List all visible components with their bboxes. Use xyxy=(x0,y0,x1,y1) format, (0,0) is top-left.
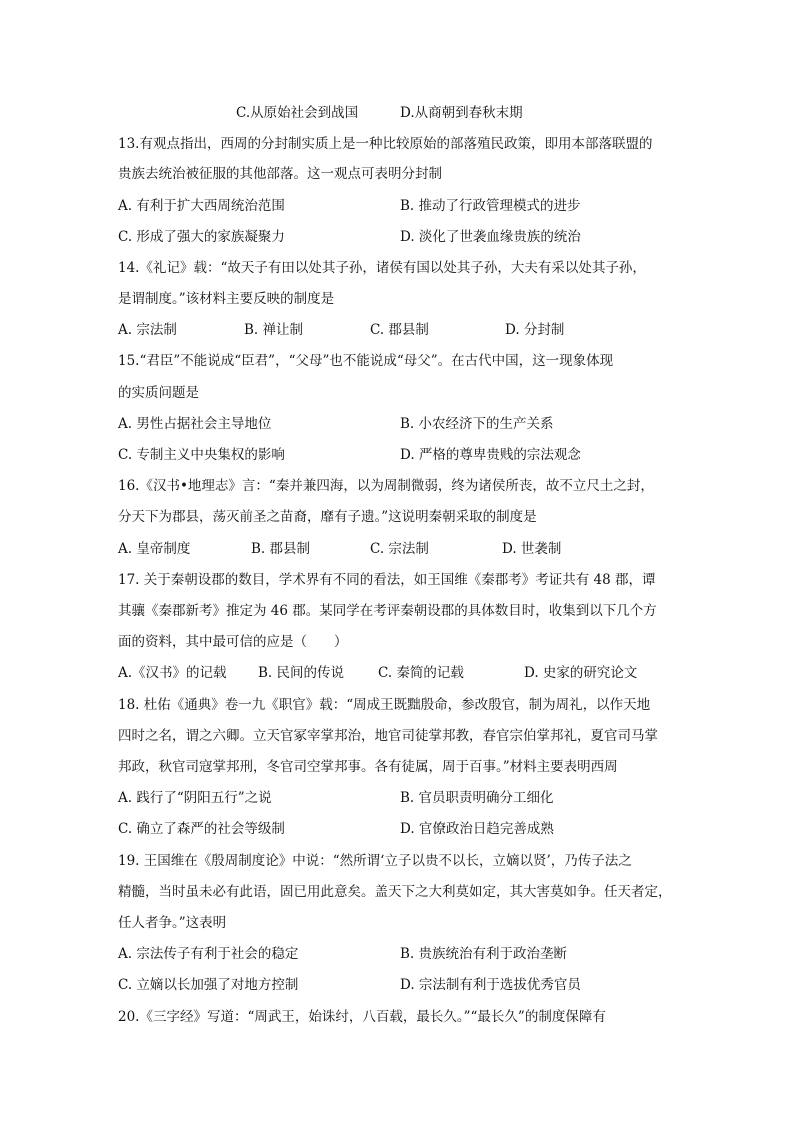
option-d: D. 严格的尊卑贵贱的宗法观念 xyxy=(400,447,581,463)
option-c: C.从原始社会到战国 xyxy=(236,105,359,121)
question-17-text: 17. 关于秦朝设郡的数目，学术界有不同的看法，如王国维《秦郡考》考证共有 48 郡，谭 xyxy=(118,572,656,588)
question-18-text: 18. 杜佑《通典》卷一九《职官》载：“周成王既黜殷命，参改殷官，制为周礼，以作天地 xyxy=(118,697,651,713)
option-a: A. 有利于扩大西周统治范围 xyxy=(118,198,285,214)
question-14-text: 是谓制度。”该材料主要反映的制度是 xyxy=(118,291,335,307)
question-14-text: 14.《礼记》载：“故天子有田以处其子孙，诸侯有国以处其子孙，大夫有采以处其子孙， xyxy=(118,260,646,276)
option-a: A. 宗法制 xyxy=(118,322,177,338)
option-c: C. 形成了强大的家族凝聚力 xyxy=(118,229,285,245)
option-d: D. 分封制 xyxy=(505,322,565,338)
option-c: C. 秦简的记载 xyxy=(378,665,464,681)
question-15-text: 15.“君臣”不能说成“臣君”，“父母”也不能说成“母父”。在古代中国，这一现象体现 xyxy=(118,353,614,369)
question-19-text: 19. 王国维在《殷周制度论》中说：“然所谓‘立子以贵不以长，立嫡以贤’，乃传子法之 xyxy=(118,853,632,869)
option-c: C. 立嫡以长加强了对地方控制 xyxy=(118,977,299,993)
question-19-text: 任人者争。”这表明 xyxy=(118,915,227,931)
question-16-text: 16.《汉书•地理志》言：“秦并兼四海，以为周制微弱，终为诸侯所丧，故不立尺土之封， xyxy=(118,478,654,494)
option-b: B. 民间的传说 xyxy=(258,665,345,681)
option-a: A.《汉书》的记载 xyxy=(118,665,227,681)
question-13-text: 贵族去统治被征服的其他部落。这一观点可表明分封制 xyxy=(118,166,442,182)
option-b: B. 官员职责明确分工细化 xyxy=(400,790,554,806)
option-a: A. 皇帝制度 xyxy=(118,541,191,557)
option-d: D. 淡化了世袭血缘贵族的统治 xyxy=(400,229,581,245)
question-13-text: 13.有观点指出，西周的分封制实质上是一种比较原始的部落殖民政策，即用本部落联盟的 xyxy=(118,136,653,152)
option-d: D. 世袭制 xyxy=(502,541,562,557)
question-18-text: 邦政，秋官司寇掌邦刑，冬官司空掌邦事。各有徒属，周于百事。”材料主要表明西周 xyxy=(118,759,618,775)
option-b: B. 禅让制 xyxy=(244,322,304,338)
option-b: B. 郡县制 xyxy=(251,541,311,557)
question-19-text: 精髓，当时虽未必有此语，固已用此意矣。盖天下之大利莫如定，其大害莫如争。任天者定， xyxy=(118,884,672,900)
option-c: C. 专制主义中央集权的影响 xyxy=(118,447,285,463)
question-17-text: 其骧《秦郡新考》推定为 46 郡。某同学在考评秦朝设郡的具体数目时，收集到以下几个方 xyxy=(118,603,657,619)
option-c: C. 宗法制 xyxy=(370,541,429,557)
question-17-text: 面的资料，其中最可信的应是（ ） xyxy=(118,634,348,650)
option-b: B. 贵族统治有利于政治垄断 xyxy=(400,946,568,962)
option-c: C. 郡县制 xyxy=(370,322,429,338)
question-16-text: 分天下为郡县，荡灭前圣之苗裔，靡有子遗。”这说明秦朝采取的制度是 xyxy=(118,509,537,525)
option-d: D. 史家的研究论文 xyxy=(524,665,638,681)
option-d: D. 宗法制有利于选拔优秀官员 xyxy=(400,977,581,993)
option-b: B. 推动了行政管理模式的进步 xyxy=(400,198,581,214)
question-15-text: 的实质问题是 xyxy=(118,385,199,401)
option-b: B. 小农经济下的生产关系 xyxy=(400,416,554,432)
option-a: A. 宗法传子有利于社会的稳定 xyxy=(118,946,299,962)
question-18-text: 四时之名，谓之六卿。立天官冢宰掌邦治，地官司徒掌邦教，春官宗伯掌邦礼，夏官司马掌 xyxy=(118,728,658,744)
option-d: D.从商朝到春秋末期 xyxy=(400,105,523,121)
option-a: A. 男性占据社会主导地位 xyxy=(118,416,272,432)
question-20-text: 20.《三字经》写道：“周武王，始诛纣，八百载，最长久。”“最长久”的制度保障有 xyxy=(118,1009,606,1025)
option-d: D. 官僚政治日趋完善成熟 xyxy=(400,821,554,837)
option-c: C. 确立了森严的社会等级制 xyxy=(118,821,285,837)
option-a: A. 践行了“阴阳五行”之说 xyxy=(118,790,272,806)
